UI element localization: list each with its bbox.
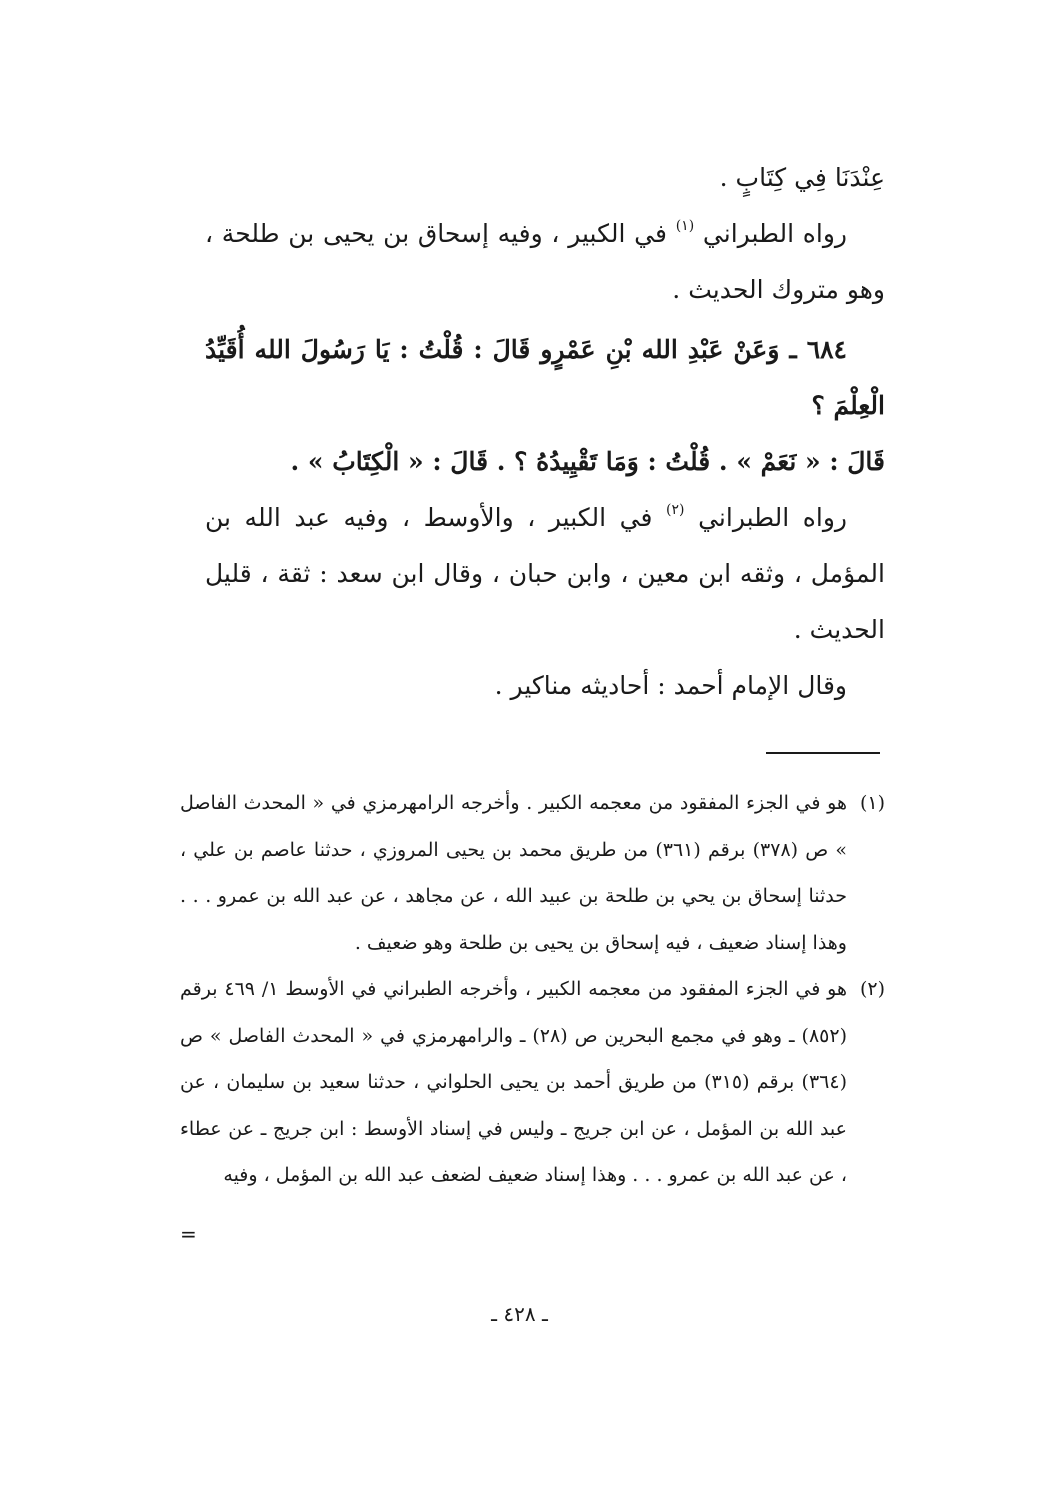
footnote-1-text: هو في الجزء المفقود من معجمه الكبير . وأخرجه الرامهرمزي في « المحدث الفاصل » ص (٣٧٨) برقم (٣٦١) من طريق محمد بن يحيى المروزي ، حدثنا عاصم بن علي ، حدثنا إسحاق بن يحي بن طلحة بن عبيد الله ، عن مجاهد ، عن عبد الله بن عمرو . . . وهذا إسناد ضعيف ، فيه إسحاق بن يحيى بن طلحة وهو ضعيف .: [180, 792, 847, 954]
footnote-2-text: هو في الجزء المفقود من معجمه الكبير ، وأخرجه الطبراني في الأوسط ١/ ٤٦٩ برقم (٨٥٢) ـ وهو في مجمع البحرين ص (٢٨) ـ والرامهرمزي في « المحدث الفاصل » ص (٣٦٤) برقم (٣١٥) من طريق أحمد بن يحيى الحلواني ، حدثنا سعيد بن سليمان ، عن عبد الله بن المؤمل ، عن ابن جريج ـ وليس في إسناد الأوسط : ابن جريج ـ عن عطاء ، عن عبد الله بن عمرو . . . وهذا إسناد ضعيف لضعف عبد الله بن المؤمل ، وفيه: [180, 978, 848, 1186]
commentary-paragraph-2: [205, 490, 885, 658]
page-number: ـ ٤٢٨ ـ: [491, 1302, 548, 1326]
commentary-1-start: رواه الطبراني: [702, 219, 847, 248]
hadith-684: ٦٨٤ ـ وَعَنْ عَبْدِ الله بْنِ عَمْرٍو قَالَ : قُلْتُ : يَا رَسُولَ الله أُقَيِّدُ الْعِلْمَ ؟: [205, 335, 885, 420]
commentary-paragraph-1: [205, 206, 885, 318]
commentary-2-rest: في الكبير ، والأوسط ، وفيه عبد الله بن المؤمل ، وثقه ابن معين ، وابن حبان ، وقال ابن سعد : ثقة ، قليل الحديث .: [205, 503, 885, 644]
commentary-2-start: رواه الطبراني: [698, 503, 847, 532]
commentary-1-rest: في الكبير ، وفيه إسحاق بن يحيى بن طلحة ، وهو متروك الحديث .: [205, 219, 885, 304]
main-text: [205, 150, 885, 714]
footnote-separator: [766, 752, 880, 754]
opening-line: عِنْدَنَا فِي كِتَابٍ .: [719, 163, 885, 192]
footnote-1: [180, 780, 885, 966]
footnote-ref-2[interactable]: (٢): [666, 502, 685, 518]
continuation-mark: =: [180, 1222, 197, 1246]
footnote-ref-1[interactable]: (١): [675, 218, 695, 234]
footnotes: [180, 780, 885, 1199]
footnote-1-number: (١): [859, 792, 885, 814]
footnote-2-number: (٢): [859, 978, 885, 1000]
hadith-684-reply: قَالَ : « نَعَمْ » . قُلْتُ : وَمَا تَقْيِيدُهُ ؟ . قَالَ : « الْكِتَابُ » .: [290, 447, 885, 476]
commentary-paragraph-3: وقال الإمام أحمد : أحاديثه مناكير .: [494, 671, 847, 700]
footnote-2: [180, 966, 885, 1199]
